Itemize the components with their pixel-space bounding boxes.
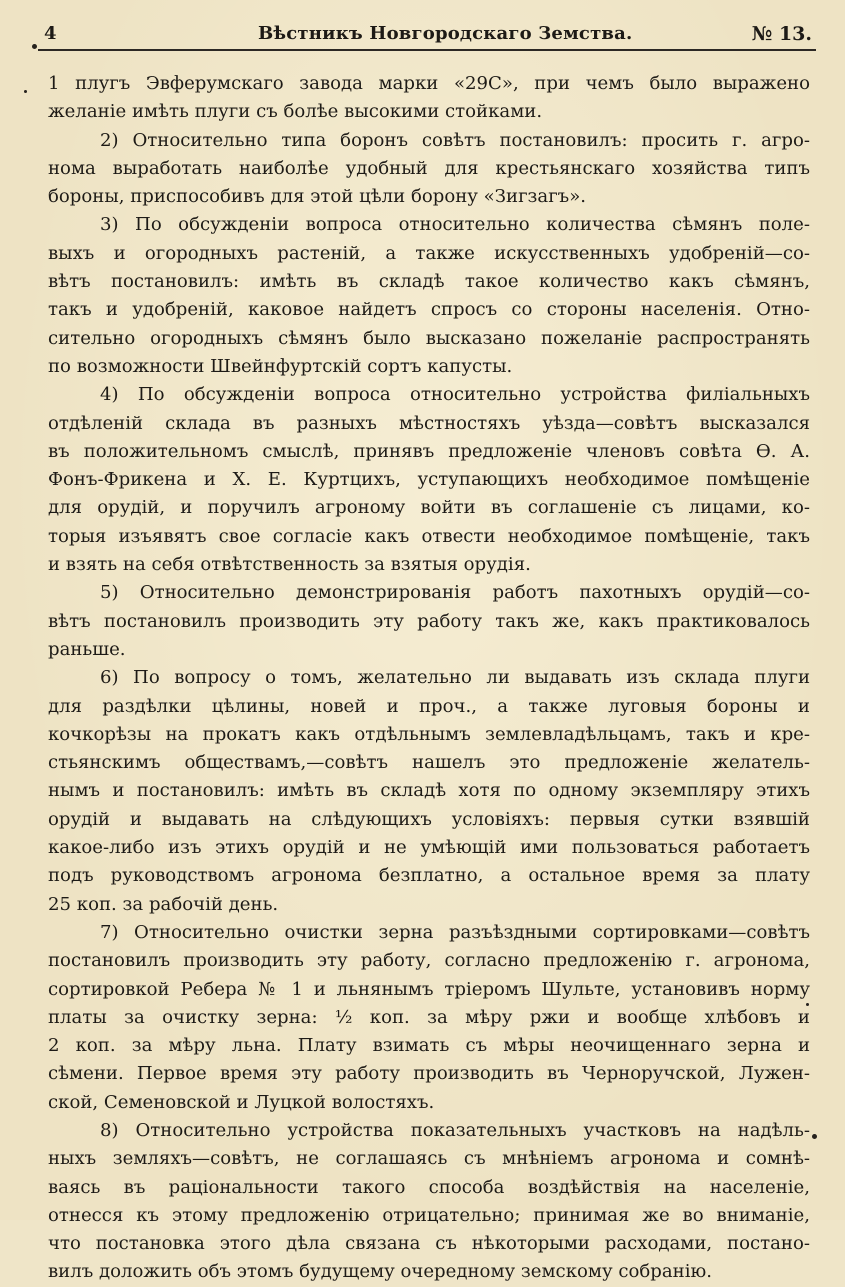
text-line: сортировкой Ребера № 1 и льнянымъ тріеромъ Шульте, установивъ норму	[48, 978, 810, 1000]
text-line: кочкорѣзы на прокатъ какъ отдѣльнымъ землевладѣльцамъ, такъ и кре-	[48, 723, 810, 745]
body-text	[48, 70, 810, 1287]
text-line: и взять на себя отвѣтственность за взятыя орудія.	[48, 554, 531, 576]
text-line: для орудій, и поручилъ агроному войти въ соглашеніе съ лицами, ко-	[48, 497, 810, 519]
header-rule	[38, 49, 816, 51]
text-line: сительно огородныхъ сѣмянъ было высказано пожеланіе распространять	[48, 327, 810, 349]
text-line: 2) Относительно типа боронъ совѣтъ постановилъ: просить г. агро-	[100, 129, 810, 151]
text-line: стьянскимъ обществамъ,—совѣтъ нашелъ это предложеніе желатель-	[48, 752, 810, 774]
text-line: постановилъ производить эту работу, согласно предложенію г. агронома,	[48, 950, 810, 972]
text-line: нымъ и постановилъ: имѣть въ складѣ хотя по одному экземпляру этихъ	[48, 780, 810, 802]
text-line: 7) Относительно очистки зерна разъѣздными сортировками—совѣтъ	[100, 921, 810, 943]
text-line: 4) По обсужденіи вопроса относительно устройства филіальныхъ	[100, 384, 810, 406]
print-speck	[812, 1134, 817, 1139]
text-line: отдѣленій склада въ разныхъ мѣстностяхъ уѣзда—совѣтъ высказался	[48, 412, 810, 434]
text-line: раньше.	[48, 638, 126, 660]
print-speck	[806, 1003, 809, 1006]
text-line: 6) По вопросу о томъ, желательно ли выдавать изъ склада плуги	[100, 667, 810, 689]
print-speck	[24, 90, 27, 93]
text-line: платы за очистку зерна: ½ коп. за мѣру ржи и вообще хлѣбовъ и	[48, 1006, 810, 1028]
text-line: въ положительномъ смыслѣ, принявъ предложеніе членовъ совѣта Ѳ. А.	[48, 440, 810, 462]
text-line: вѣтъ постановилъ производить эту работу такъ же, какъ практиковалось	[48, 610, 810, 632]
text-line: такъ и удобреній, каковое найдетъ спросъ со стороны населенія. Отно-	[48, 299, 810, 321]
text-line: какое-либо изъ этихъ орудій и не умѣющій ими пользоваться работаетъ	[48, 837, 810, 859]
text-line: сѣмени. Первое время эту работу производить въ Черноручской, Лужен-	[48, 1063, 810, 1085]
page-header	[38, 20, 816, 50]
text-line: нома выработать наиболѣе удобный для крестьянскаго хозяйства типъ	[48, 157, 810, 179]
text-line: что постановка этого дѣла связана съ нѣкоторыми расходами, постано-	[48, 1233, 810, 1255]
text-line: желаніе имѣть плуги съ болѣе высокими стойками.	[48, 101, 543, 123]
text-line: выхъ и огородныхъ растеній, а также искусственныхъ удобреній—со-	[48, 242, 810, 264]
text-line: 2 коп. за мѣру льна. Плату взимать съ мѣры неочищеннаго зерна и	[48, 1035, 810, 1057]
text-line: бороны, приспособивъ для этой цѣли борону «Зигзагъ».	[48, 186, 587, 208]
text-line: 1 плугъ Эвферумскаго завода марки «29С», при чемъ было выражено	[48, 73, 810, 94]
text-line: Фонъ-Фрикена и Х. Е. Куртцихъ, уступающихъ необходимое помѣщеніе	[48, 469, 810, 491]
text-line: отнесся къ этому предложенію отрицательно; принимая же во вниманіе,	[48, 1204, 810, 1226]
text-line: ваясь въ раціональности такого способа воздѣйствія на населеніе,	[48, 1176, 810, 1198]
text-line: для раздѣлки цѣлины, новей и проч., а также луговыя бороны и	[48, 695, 810, 717]
page-number: 4	[44, 23, 57, 44]
text-line: 5) Относительно демонстрированія работъ пахотныхъ орудій—со-	[100, 582, 810, 604]
text-line: вилъ доложить объ этомъ будущему очередному земскому собранію.	[48, 1261, 713, 1283]
text-line: по возможности Швейнфуртскій сортъ капусты.	[48, 355, 513, 377]
text-line: подъ руководствомъ агронома безплатно, а остальное время за плату	[48, 865, 810, 887]
text-line: торыя изъявятъ свое согласіе какъ отвести необходимое помѣщеніе, такъ	[48, 525, 810, 547]
text-line: 8) Относительно устройства показательныхъ участковъ на надѣль-	[100, 1119, 810, 1141]
text-line: ской, Семеновской и Луцкой волостяхъ.	[48, 1091, 435, 1113]
text-line: 3) По обсужденіи вопроса относительно количества сѣмянъ поле-	[100, 214, 810, 236]
text-line: ныхъ земляхъ—совѣтъ, не соглашаясь съ мнѣніемъ агронома и сомнѣ-	[48, 1148, 810, 1170]
issue-number: № 13.	[751, 23, 812, 45]
print-speck	[32, 44, 37, 49]
text-line: орудій и выдавать на слѣдующихъ условіяхъ: первыя сутки взявшій	[48, 808, 810, 830]
journal-title: Вѣстникъ Новгородскаго Земства.	[258, 23, 633, 44]
text-line: вѣтъ постановилъ: имѣть въ складѣ такое количество какъ сѣмянъ,	[48, 271, 810, 293]
text-line: 25 коп. за рабочій день.	[48, 893, 279, 915]
